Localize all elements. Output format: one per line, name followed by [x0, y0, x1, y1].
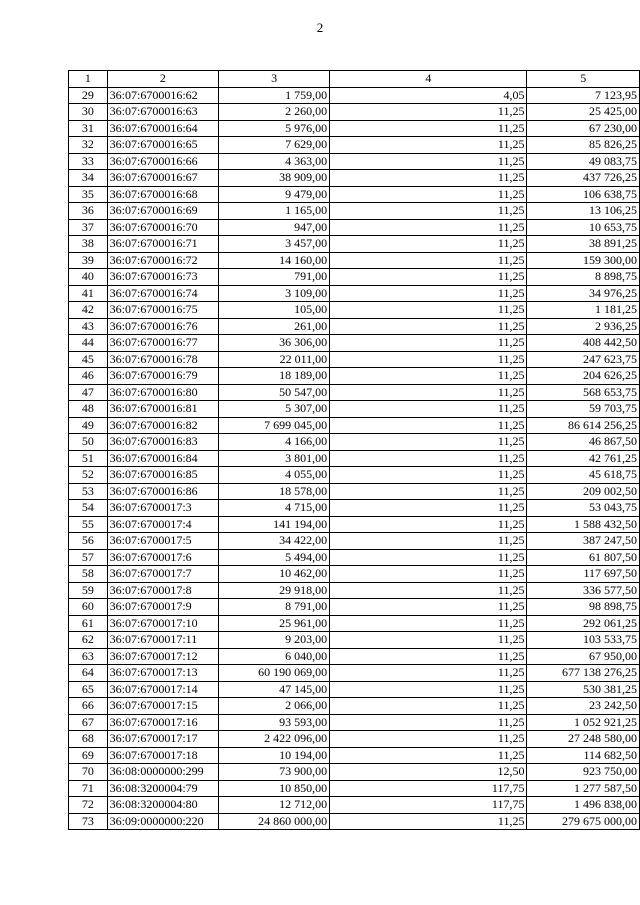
value-cell: 45 618,75 [527, 467, 640, 484]
table-row [69, 467, 640, 484]
cadastral-number-cell: 36:07:6700017:5 [107, 533, 218, 550]
area-cell: 22 011,00 [219, 351, 330, 368]
value-cell: 1 277 587,50 [527, 780, 640, 797]
rate-cell: 11,25 [330, 236, 527, 253]
row-number-cell: 50 [69, 434, 108, 451]
value-cell: 106 638,75 [527, 186, 640, 203]
rate-cell: 11,25 [330, 120, 527, 137]
rate-cell: 11,25 [330, 467, 527, 484]
rate-cell: 11,25 [330, 318, 527, 335]
area-cell: 10 462,00 [219, 566, 330, 583]
area-cell: 105,00 [219, 302, 330, 319]
cadastral-number-cell: 36:07:6700016:81 [107, 401, 218, 418]
column-header: 4 [330, 71, 527, 88]
row-number-cell: 33 [69, 153, 108, 170]
value-cell: 1 052 921,25 [527, 714, 640, 731]
table-row [69, 797, 640, 814]
cadastral-number-cell: 36:07:6700017:7 [107, 566, 218, 583]
area-cell: 791,00 [219, 269, 330, 286]
rate-cell: 11,25 [330, 153, 527, 170]
table-row [69, 731, 640, 748]
area-cell: 18 189,00 [219, 368, 330, 385]
value-cell: 53 043,75 [527, 500, 640, 517]
cadastral-number-cell: 36:07:6700016:75 [107, 302, 218, 319]
cadastral-number-cell: 36:07:6700016:74 [107, 285, 218, 302]
row-number-cell: 56 [69, 533, 108, 550]
row-number-cell: 57 [69, 549, 108, 566]
value-cell: 117 697,50 [527, 566, 640, 583]
row-number-cell: 53 [69, 483, 108, 500]
cadastral-number-cell: 36:07:6700017:10 [107, 615, 218, 632]
area-cell: 2 422 096,00 [219, 731, 330, 748]
row-number-cell: 58 [69, 566, 108, 583]
area-cell: 47 145,00 [219, 681, 330, 698]
area-cell: 4 166,00 [219, 434, 330, 451]
table-row [69, 401, 640, 418]
value-cell: 209 002,50 [527, 483, 640, 500]
cadastral-number-cell: 36:07:6700016:71 [107, 236, 218, 253]
value-cell: 46 867,50 [527, 434, 640, 451]
row-number-cell: 35 [69, 186, 108, 203]
cadastral-number-cell: 36:07:6700016:83 [107, 434, 218, 451]
value-cell: 2 936,25 [527, 318, 640, 335]
rate-cell: 11,25 [330, 500, 527, 517]
cadastral-number-cell: 36:07:6700016:80 [107, 384, 218, 401]
row-number-cell: 30 [69, 104, 108, 121]
value-cell: 98 898,75 [527, 599, 640, 616]
cadastral-number-cell: 36:07:6700017:14 [107, 681, 218, 698]
cadastral-number-cell: 36:07:6700017:17 [107, 731, 218, 748]
table-row [69, 615, 640, 632]
area-cell: 947,00 [219, 219, 330, 236]
column-header: 5 [527, 71, 640, 88]
value-cell: 114 682,50 [527, 747, 640, 764]
rate-cell: 11,25 [330, 615, 527, 632]
rate-cell: 11,25 [330, 368, 527, 385]
rate-cell: 11,25 [330, 648, 527, 665]
rate-cell: 11,25 [330, 285, 527, 302]
value-cell: 387 247,50 [527, 533, 640, 550]
cadastral-number-cell: 36:07:6700017:18 [107, 747, 218, 764]
row-number-cell: 41 [69, 285, 108, 302]
cadastral-number-cell: 36:07:6700016:70 [107, 219, 218, 236]
table-row [69, 566, 640, 583]
cadastral-number-cell: 36:07:6700017:12 [107, 648, 218, 665]
area-cell: 2 066,00 [219, 698, 330, 715]
area-cell: 5 307,00 [219, 401, 330, 418]
value-cell: 13 106,25 [527, 203, 640, 220]
table-row [69, 384, 640, 401]
rate-cell: 11,25 [330, 681, 527, 698]
cadastral-number-cell: 36:07:6700016:78 [107, 351, 218, 368]
area-cell: 4 055,00 [219, 467, 330, 484]
table-row [69, 434, 640, 451]
rate-cell: 11,25 [330, 434, 527, 451]
area-cell: 4 363,00 [219, 153, 330, 170]
area-cell: 3 457,00 [219, 236, 330, 253]
area-cell: 261,00 [219, 318, 330, 335]
rate-cell: 11,25 [330, 483, 527, 500]
area-cell: 5 976,00 [219, 120, 330, 137]
area-cell: 1 165,00 [219, 203, 330, 220]
area-cell: 18 578,00 [219, 483, 330, 500]
row-number-cell: 73 [69, 813, 108, 830]
cadastral-number-cell: 36:07:6700016:67 [107, 170, 218, 187]
table-row [69, 269, 640, 286]
table-row [69, 632, 640, 649]
table-row [69, 450, 640, 467]
area-cell: 93 593,00 [219, 714, 330, 731]
area-cell: 60 190 069,00 [219, 665, 330, 682]
table-row [69, 120, 640, 137]
table-row [69, 483, 640, 500]
row-number-cell: 34 [69, 170, 108, 187]
row-number-cell: 42 [69, 302, 108, 319]
rate-cell: 117,75 [330, 797, 527, 814]
value-cell: 159 300,00 [527, 252, 640, 269]
row-number-cell: 38 [69, 236, 108, 253]
cadastral-number-cell: 36:07:6700017:16 [107, 714, 218, 731]
table-row [69, 153, 640, 170]
area-cell: 10 194,00 [219, 747, 330, 764]
row-number-cell: 52 [69, 467, 108, 484]
table-row [69, 764, 640, 781]
area-cell: 25 961,00 [219, 615, 330, 632]
row-number-cell: 43 [69, 318, 108, 335]
rate-cell: 11,25 [330, 137, 527, 154]
table-row [69, 516, 640, 533]
row-number-cell: 31 [69, 120, 108, 137]
row-number-cell: 40 [69, 269, 108, 286]
table-row [69, 285, 640, 302]
cadastral-number-cell: 36:07:6700016:66 [107, 153, 218, 170]
cadastral-number-cell: 36:07:6700017:8 [107, 582, 218, 599]
rate-cell: 11,25 [330, 549, 527, 566]
cadastral-number-cell: 36:07:6700017:9 [107, 599, 218, 616]
row-number-cell: 60 [69, 599, 108, 616]
rate-cell: 11,25 [330, 747, 527, 764]
rate-cell: 11,25 [330, 599, 527, 616]
area-cell: 8 791,00 [219, 599, 330, 616]
cadastral-number-cell: 36:07:6700017:4 [107, 516, 218, 533]
row-number-cell: 44 [69, 335, 108, 352]
row-number-cell: 55 [69, 516, 108, 533]
rate-cell: 11,25 [330, 252, 527, 269]
area-cell: 9 479,00 [219, 186, 330, 203]
cadastral-number-cell: 36:07:6700017:6 [107, 549, 218, 566]
row-number-cell: 68 [69, 731, 108, 748]
page-number: 2 [316, 20, 324, 35]
cadastral-number-cell: 36:07:6700016:82 [107, 417, 218, 434]
area-cell: 7 699 045,00 [219, 417, 330, 434]
rate-cell: 11,25 [330, 335, 527, 352]
value-cell: 67 230,00 [527, 120, 640, 137]
area-cell: 5 494,00 [219, 549, 330, 566]
table-row [69, 500, 640, 517]
row-number-cell: 54 [69, 500, 108, 517]
cadastral-number-cell: 36:07:6700017:15 [107, 698, 218, 715]
column-header: 1 [69, 71, 108, 88]
cadastral-number-cell: 36:07:6700016:64 [107, 120, 218, 137]
row-number-cell: 59 [69, 582, 108, 599]
rate-cell: 11,25 [330, 203, 527, 220]
rate-cell: 11,25 [330, 632, 527, 649]
area-cell: 12 712,00 [219, 797, 330, 814]
value-cell: 103 533,75 [527, 632, 640, 649]
table-row [69, 87, 640, 104]
table-header-row [69, 71, 640, 88]
value-cell: 677 138 276,25 [527, 665, 640, 682]
area-cell: 50 547,00 [219, 384, 330, 401]
area-cell: 4 715,00 [219, 500, 330, 517]
table-row [69, 170, 640, 187]
rate-cell: 11,25 [330, 351, 527, 368]
rate-cell: 11,25 [330, 731, 527, 748]
area-cell: 73 900,00 [219, 764, 330, 781]
table-row [69, 137, 640, 154]
value-cell: 23 242,50 [527, 698, 640, 715]
rate-cell: 11,25 [330, 186, 527, 203]
rate-cell: 11,25 [330, 269, 527, 286]
rate-cell: 11,25 [330, 665, 527, 682]
area-cell: 1 759,00 [219, 87, 330, 104]
value-cell: 437 726,25 [527, 170, 640, 187]
row-number-cell: 69 [69, 747, 108, 764]
area-cell: 34 422,00 [219, 533, 330, 550]
column-header: 3 [219, 71, 330, 88]
value-cell: 61 807,50 [527, 549, 640, 566]
value-cell: 1 588 432,50 [527, 516, 640, 533]
rate-cell: 11,25 [330, 714, 527, 731]
cadastral-number-cell: 36:07:6700016:73 [107, 269, 218, 286]
value-cell: 25 425,00 [527, 104, 640, 121]
row-number-cell: 65 [69, 681, 108, 698]
row-number-cell: 47 [69, 384, 108, 401]
table-row [69, 318, 640, 335]
cadastral-number-cell: 36:07:6700016:76 [107, 318, 218, 335]
cadastral-number-cell: 36:07:6700016:79 [107, 368, 218, 385]
rate-cell: 11,25 [330, 533, 527, 550]
table-row [69, 780, 640, 797]
rate-cell: 11,25 [330, 450, 527, 467]
row-number-cell: 71 [69, 780, 108, 797]
table-row [69, 549, 640, 566]
table-row [69, 302, 640, 319]
row-number-cell: 37 [69, 219, 108, 236]
value-cell: 86 614 256,25 [527, 417, 640, 434]
row-number-cell: 72 [69, 797, 108, 814]
row-number-cell: 66 [69, 698, 108, 715]
area-cell: 24 860 000,00 [219, 813, 330, 830]
value-cell: 279 675 000,00 [527, 813, 640, 830]
row-number-cell: 64 [69, 665, 108, 682]
row-number-cell: 51 [69, 450, 108, 467]
row-number-cell: 32 [69, 137, 108, 154]
value-cell: 204 626,25 [527, 368, 640, 385]
column-header: 2 [107, 71, 218, 88]
area-cell: 29 918,00 [219, 582, 330, 599]
cadastral-number-cell: 36:07:6700017:3 [107, 500, 218, 517]
area-cell: 3 801,00 [219, 450, 330, 467]
table-row [69, 599, 640, 616]
area-cell: 36 306,00 [219, 335, 330, 352]
cadastral-number-cell: 36:07:6700017:13 [107, 665, 218, 682]
rate-cell: 4,05 [330, 87, 527, 104]
area-cell: 9 203,00 [219, 632, 330, 649]
value-cell: 292 061,25 [527, 615, 640, 632]
table-row [69, 252, 640, 269]
rate-cell: 11,25 [330, 104, 527, 121]
value-cell: 530 381,25 [527, 681, 640, 698]
row-number-cell: 36 [69, 203, 108, 220]
rate-cell: 11,25 [330, 302, 527, 319]
table-row [69, 368, 640, 385]
table-row [69, 665, 640, 682]
value-cell: 1 181,25 [527, 302, 640, 319]
value-cell: 247 623,75 [527, 351, 640, 368]
area-cell: 3 109,00 [219, 285, 330, 302]
rate-cell: 11,25 [330, 698, 527, 715]
row-number-cell: 62 [69, 632, 108, 649]
rate-cell: 11,25 [330, 384, 527, 401]
value-cell: 7 123,95 [527, 87, 640, 104]
cadastral-number-cell: 36:07:6700016:69 [107, 203, 218, 220]
rate-cell: 11,25 [330, 566, 527, 583]
data-table [68, 70, 640, 830]
table-row [69, 203, 640, 220]
table-row [69, 335, 640, 352]
rate-cell: 11,25 [330, 401, 527, 418]
rate-cell: 11,25 [330, 170, 527, 187]
row-number-cell: 70 [69, 764, 108, 781]
value-cell: 8 898,75 [527, 269, 640, 286]
value-cell: 67 950,00 [527, 648, 640, 665]
rate-cell: 11,25 [330, 219, 527, 236]
area-cell: 38 909,00 [219, 170, 330, 187]
table-row [69, 236, 640, 253]
area-cell: 14 160,00 [219, 252, 330, 269]
row-number-cell: 48 [69, 401, 108, 418]
cadastral-number-cell: 36:08:0000000:299 [107, 764, 218, 781]
table-row [69, 681, 640, 698]
value-cell: 923 750,00 [527, 764, 640, 781]
table-row [69, 186, 640, 203]
area-cell: 7 629,00 [219, 137, 330, 154]
table-row [69, 813, 640, 830]
cadastral-number-cell: 36:07:6700016:86 [107, 483, 218, 500]
value-cell: 408 442,50 [527, 335, 640, 352]
cadastral-number-cell: 36:08:3200004:80 [107, 797, 218, 814]
value-cell: 49 083,75 [527, 153, 640, 170]
row-number-cell: 61 [69, 615, 108, 632]
value-cell: 1 496 838,00 [527, 797, 640, 814]
row-number-cell: 29 [69, 87, 108, 104]
cadastral-number-cell: 36:07:6700016:77 [107, 335, 218, 352]
rate-cell: 12,50 [330, 764, 527, 781]
row-number-cell: 63 [69, 648, 108, 665]
cadastral-number-cell: 36:07:6700016:72 [107, 252, 218, 269]
table-row [69, 104, 640, 121]
table-row [69, 582, 640, 599]
cadastral-number-cell: 36:07:6700016:62 [107, 87, 218, 104]
cadastral-number-cell: 36:07:6700016:63 [107, 104, 218, 121]
area-cell: 2 260,00 [219, 104, 330, 121]
cadastral-number-cell: 36:07:6700017:11 [107, 632, 218, 649]
row-number-cell: 39 [69, 252, 108, 269]
cadastral-number-cell: 36:08:3200004:79 [107, 780, 218, 797]
value-cell: 42 761,25 [527, 450, 640, 467]
row-number-cell: 46 [69, 368, 108, 385]
cadastral-number-cell: 36:09:0000000:220 [107, 813, 218, 830]
area-cell: 10 850,00 [219, 780, 330, 797]
table-row [69, 533, 640, 550]
table-row [69, 698, 640, 715]
value-cell: 38 891,25 [527, 236, 640, 253]
table-row [69, 714, 640, 731]
value-cell: 568 653,75 [527, 384, 640, 401]
table-row [69, 351, 640, 368]
value-cell: 336 577,50 [527, 582, 640, 599]
rate-cell: 11,25 [330, 582, 527, 599]
rate-cell: 11,25 [330, 813, 527, 830]
table-row [69, 417, 640, 434]
value-cell: 27 248 580,00 [527, 731, 640, 748]
table-row [69, 747, 640, 764]
table-body [69, 87, 640, 830]
cadastral-number-cell: 36:07:6700016:65 [107, 137, 218, 154]
cadastral-number-cell: 36:07:6700016:85 [107, 467, 218, 484]
cadastral-number-cell: 36:07:6700016:68 [107, 186, 218, 203]
rate-cell: 117,75 [330, 780, 527, 797]
row-number-cell: 45 [69, 351, 108, 368]
area-cell: 6 040,00 [219, 648, 330, 665]
row-number-cell: 49 [69, 417, 108, 434]
table-row [69, 219, 640, 236]
area-cell: 141 194,00 [219, 516, 330, 533]
row-number-cell: 67 [69, 714, 108, 731]
value-cell: 10 653,75 [527, 219, 640, 236]
value-cell: 59 703,75 [527, 401, 640, 418]
cadastral-number-cell: 36:07:6700016:84 [107, 450, 218, 467]
value-cell: 34 976,25 [527, 285, 640, 302]
table-row [69, 648, 640, 665]
value-cell: 85 826,25 [527, 137, 640, 154]
rate-cell: 11,25 [330, 417, 527, 434]
rate-cell: 11,25 [330, 516, 527, 533]
